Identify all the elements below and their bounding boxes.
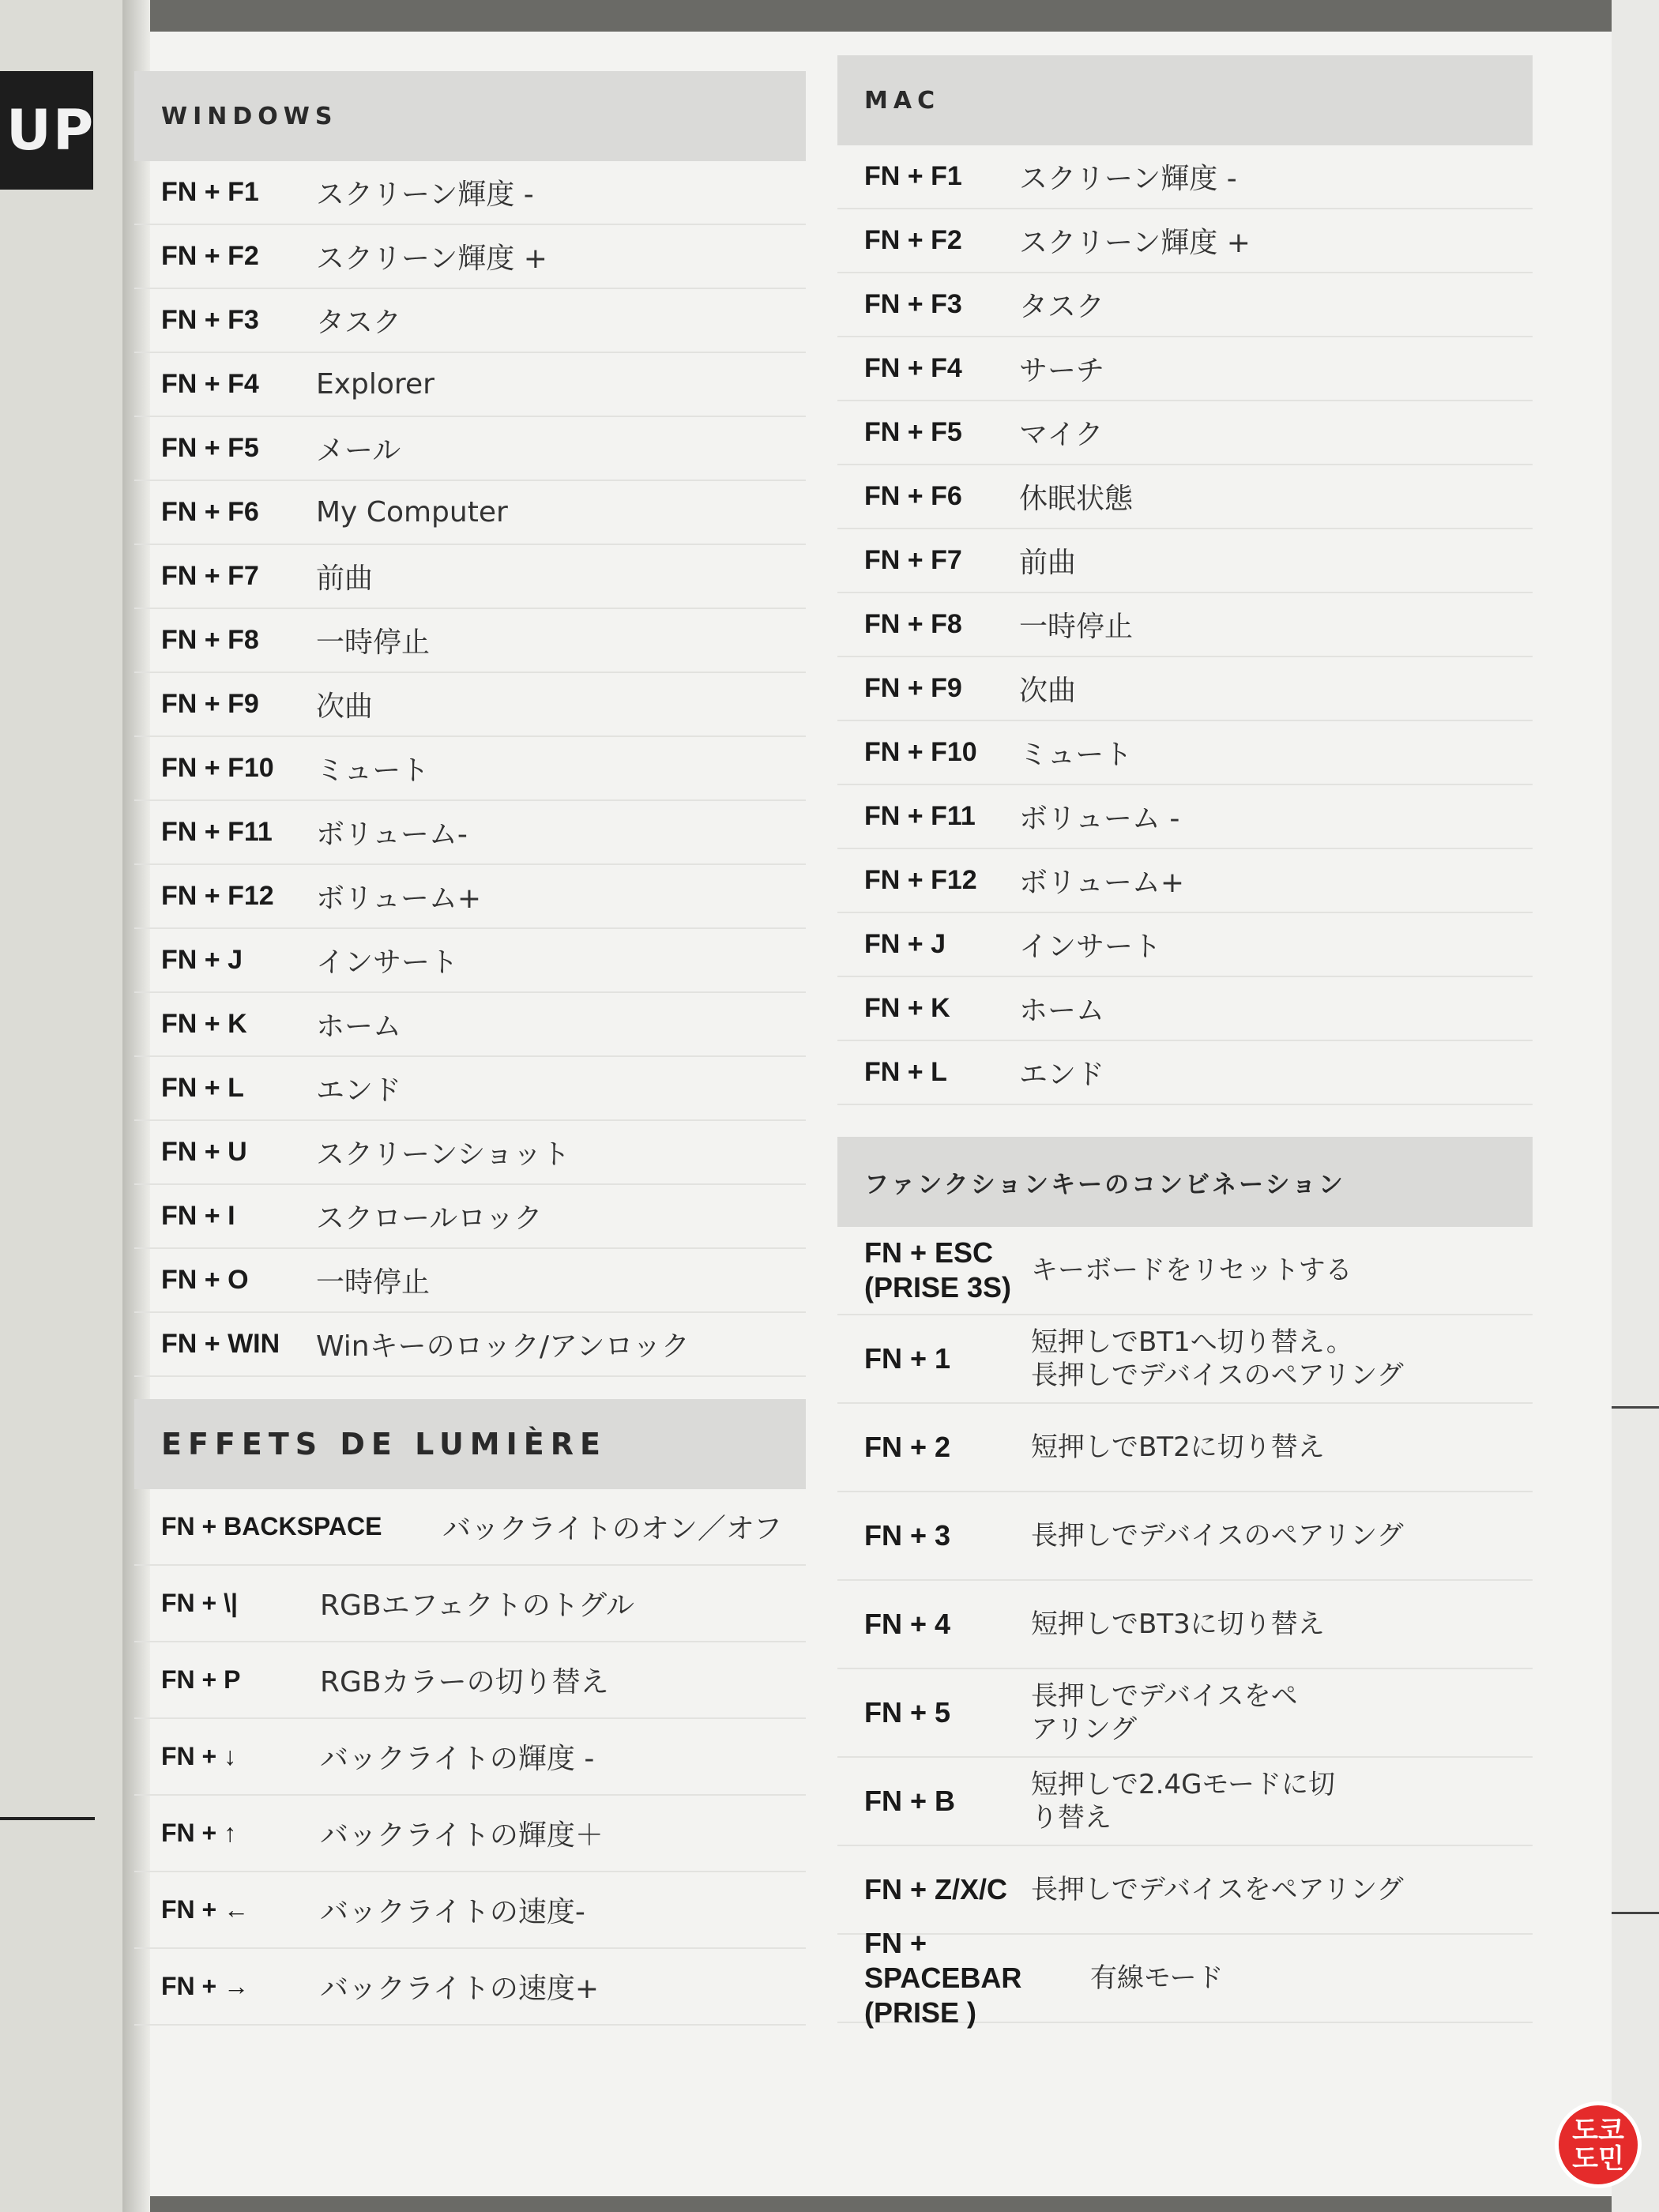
shortcut-key: FN + ← xyxy=(161,1895,250,1924)
shortcut-key: FN + 3 xyxy=(864,1519,951,1552)
shortcut-key: FN + J xyxy=(864,929,946,959)
table-row xyxy=(134,865,806,929)
shortcut-key: FN + F12 xyxy=(864,865,977,895)
shortcut-description: メール xyxy=(316,434,401,467)
table-row xyxy=(837,1846,1533,1935)
shortcut-description: 長押しでデバイスをペ アリング xyxy=(1031,1680,1298,1745)
shortcut-description: 短押しでBT2に切り替え xyxy=(1031,1431,1325,1463)
mac-table xyxy=(837,145,1533,1105)
shortcut-key: FN + 5 xyxy=(864,1696,951,1729)
table-row xyxy=(134,1249,806,1313)
table-row xyxy=(134,161,806,225)
shortcut-description: タスク xyxy=(1019,291,1105,323)
table-row xyxy=(134,1121,806,1185)
shortcut-description: ボリューム+ xyxy=(316,882,482,915)
shortcut-key: FN + 2 xyxy=(864,1431,951,1463)
shortcut-description: 短押しで2.4Gモードに切 り替え xyxy=(1031,1769,1336,1834)
shortcut-description: バックライトの輝度＋ xyxy=(320,1819,604,1852)
divider xyxy=(0,1817,95,1820)
table-row xyxy=(134,673,806,737)
shortcut-key: FN + F7 xyxy=(161,561,259,591)
shortcut-key: FN + U xyxy=(161,1137,247,1167)
table-row xyxy=(134,225,806,289)
table-row xyxy=(134,1719,806,1796)
table-row xyxy=(134,609,806,673)
table-row xyxy=(837,1227,1533,1315)
shortcut-key: FN + ↑ xyxy=(161,1819,237,1847)
table-row xyxy=(134,737,806,801)
shortcut-description: マイク xyxy=(1019,419,1104,451)
shortcut-description: スクリーン輝度 + xyxy=(1019,227,1251,259)
table-row xyxy=(837,337,1533,401)
table-row xyxy=(837,785,1533,849)
table-row xyxy=(837,273,1533,337)
table-row xyxy=(134,1566,806,1642)
shortcut-key: FN + O xyxy=(161,1265,249,1295)
shortcut-key: FN + K xyxy=(864,993,950,1023)
shortcut-key: FN + L xyxy=(864,1057,947,1087)
table-row xyxy=(134,801,806,865)
shortcut-description: ミュート xyxy=(1019,739,1133,771)
shortcut-description: 休眠状態 xyxy=(1019,483,1134,515)
table-row xyxy=(134,1642,806,1719)
table-row xyxy=(837,401,1533,465)
shortcut-description: スクロールロック xyxy=(316,1202,543,1235)
shortcut-key: FN + F11 xyxy=(864,801,976,831)
table-row xyxy=(837,1492,1533,1581)
shortcut-key: FN + F3 xyxy=(161,305,259,335)
shortcut-key: FN + I xyxy=(161,1201,235,1231)
table-row xyxy=(134,929,806,993)
shortcut-key: FN + K xyxy=(161,1009,247,1039)
table-row xyxy=(837,657,1533,721)
table-row xyxy=(134,417,806,481)
table-row xyxy=(837,1581,1533,1669)
table-row xyxy=(134,1489,806,1566)
shortcut-description: 一時停止 xyxy=(1019,611,1134,643)
shortcut-key: FN + B xyxy=(864,1785,956,1817)
shortcut-key: FN + WIN xyxy=(161,1329,280,1359)
shortcut-description: スクリーン輝度 - xyxy=(1019,163,1237,195)
shortcut-description: Winキーのロック/アンロック xyxy=(316,1330,690,1363)
table-row xyxy=(134,289,806,353)
shortcut-key: FN + F1 xyxy=(161,177,259,207)
shortcut-description: エンド xyxy=(1019,1059,1105,1091)
shortcut-key: FN + F6 xyxy=(161,497,259,527)
shortcut-description: 一時停止 xyxy=(316,1266,431,1299)
shortcut-key: FN + 1 xyxy=(864,1342,951,1375)
combo-table xyxy=(837,1227,1533,2029)
divider xyxy=(1612,1912,1659,1914)
table-row xyxy=(837,721,1533,785)
shortcut-description: エンド xyxy=(316,1074,402,1107)
shortcut-key: FN + F11 xyxy=(161,817,273,847)
table-row xyxy=(837,465,1533,529)
shortcut-description: 次曲 xyxy=(1019,675,1077,707)
shortcut-description: インサート xyxy=(316,946,459,979)
table-row xyxy=(134,1185,806,1249)
watermark-logo xyxy=(1555,2101,1642,2188)
shortcut-key: FN + F4 xyxy=(161,369,259,399)
shortcut-key: FN + → xyxy=(161,1972,250,2000)
table-row xyxy=(134,1313,806,1377)
table-row xyxy=(134,545,806,609)
shortcut-description: RGBエフェクトのトグル xyxy=(320,1589,635,1622)
shortcut-key: FN + F9 xyxy=(864,673,962,703)
table-row xyxy=(837,1927,1533,2029)
shortcut-description: 長押しでデバイスのペアリング xyxy=(1031,1520,1404,1552)
right-column xyxy=(837,71,1533,2029)
shortcut-key: FN + \| xyxy=(161,1589,238,1617)
shortcut-description: 一時停止 xyxy=(316,626,431,659)
windows-header: WINDOWS xyxy=(134,71,806,161)
shortcut-description: 短押しでBT1へ切り替え。 長押しでデバイスのペアリング xyxy=(1031,1326,1404,1391)
table-row xyxy=(837,913,1533,977)
shortcut-key: FN + ↓ xyxy=(161,1742,237,1770)
shortcut-description: ボリューム- xyxy=(316,818,468,851)
table-row xyxy=(837,977,1533,1041)
shortcut-key: FN + ESC (PRISE 3S) xyxy=(864,1236,1012,1304)
shortcut-description: キーボードをリセットする xyxy=(1031,1255,1352,1286)
shortcut-key: FN + F8 xyxy=(864,609,962,639)
table-row xyxy=(837,1758,1533,1846)
shortcut-description: ホーム xyxy=(1019,995,1105,1027)
watermark-text: 도코 도민 xyxy=(1572,2115,1624,2175)
windows-table xyxy=(134,161,806,1377)
shortcut-description: タスク xyxy=(316,307,402,339)
shortcut-key: FN + F10 xyxy=(161,753,274,783)
shortcut-description: 短押しでBT3に切り替え xyxy=(1031,1608,1325,1640)
table-row xyxy=(837,1041,1533,1105)
shortcut-key: FN + F12 xyxy=(161,881,274,911)
shortcut-description: バックライトの輝度 - xyxy=(320,1743,595,1775)
left-column xyxy=(134,71,806,2026)
shortcut-description: 長押しでデバイスをペアリング xyxy=(1031,1874,1404,1905)
table-row xyxy=(134,1796,806,1872)
shortcut-description: 前曲 xyxy=(316,562,374,595)
table-row xyxy=(837,593,1533,657)
shortcut-key: FN + F3 xyxy=(864,289,962,319)
previous-page-strip xyxy=(0,0,150,2212)
shortcut-description: ボリューム+ xyxy=(1019,867,1185,899)
shortcut-description: スクリーンショット xyxy=(316,1138,570,1171)
table-row xyxy=(837,1315,1533,1404)
shortcut-description: 次曲 xyxy=(316,690,374,723)
shortcut-key: FN + L xyxy=(161,1073,244,1103)
shortcut-key: FN + F5 xyxy=(864,417,962,447)
section-tab: UP xyxy=(0,71,93,190)
mac-header: MAC xyxy=(837,55,1533,145)
shortcut-description: 前曲 xyxy=(1019,547,1077,579)
shortcut-description: Explorer xyxy=(316,368,434,401)
table-row xyxy=(134,993,806,1057)
shortcut-key: FN + F10 xyxy=(864,737,977,767)
shortcut-key: FN + F5 xyxy=(161,433,259,463)
shortcut-key: FN + BACKSPACE xyxy=(161,1512,382,1540)
shortcut-key: FN + J xyxy=(161,945,243,975)
shortcut-description: My Computer xyxy=(316,496,508,529)
table-row xyxy=(837,145,1533,209)
shortcut-key: FN + Z/X/C xyxy=(864,1873,1008,1905)
shortcut-description: バックライトのオン／オフ xyxy=(442,1513,782,1545)
combo-header: ファンクションキーのコンビネーション xyxy=(837,1137,1533,1227)
shortcut-description: サーチ xyxy=(1019,355,1105,387)
table-row xyxy=(837,209,1533,273)
table-row xyxy=(837,849,1533,913)
shortcut-key: FN + F9 xyxy=(161,689,259,719)
shortcut-key: FN + F2 xyxy=(864,225,962,255)
next-page-edge xyxy=(1612,0,1659,2212)
shortcut-description: インサート xyxy=(1019,931,1162,963)
shortcut-key: FN + SPACEBAR (PRISE ) xyxy=(864,1927,1022,2029)
divider xyxy=(1612,1406,1659,1409)
table-row xyxy=(134,1057,806,1121)
shortcut-key: FN + F2 xyxy=(161,241,259,271)
shortcut-description: バックライトの速度- xyxy=(320,1896,585,1928)
shortcut-key: FN + F1 xyxy=(864,161,962,191)
shortcut-description: バックライトの速度+ xyxy=(320,1973,600,2005)
shortcut-key: FN + F6 xyxy=(864,481,962,511)
table-row xyxy=(134,1949,806,2026)
table-row xyxy=(134,481,806,545)
shortcut-description: スクリーン輝度 + xyxy=(316,243,547,275)
table-row xyxy=(837,529,1533,593)
shortcut-description: ボリューム - xyxy=(1019,803,1180,835)
shortcut-key: FN + F8 xyxy=(161,625,259,655)
shortcut-key: FN + F4 xyxy=(864,353,962,383)
shortcut-key: FN + 4 xyxy=(864,1608,951,1640)
shortcut-key: FN + P xyxy=(161,1665,241,1694)
table-row xyxy=(837,1669,1533,1758)
lumiere-header: EFFETS DE LUMIÈRE xyxy=(134,1399,806,1489)
lumiere-table xyxy=(134,1489,806,2026)
table-row xyxy=(134,1872,806,1949)
shortcut-description: ホーム xyxy=(316,1010,402,1043)
shortcut-description: RGBカラーの切り替え xyxy=(320,1666,609,1698)
shortcut-description: ミュート xyxy=(316,754,430,787)
table-row xyxy=(837,1404,1533,1492)
shortcut-description: スクリーン輝度 - xyxy=(316,179,534,211)
shortcut-description: 有線モード xyxy=(1090,1962,1224,1994)
table-row xyxy=(134,353,806,417)
shortcut-key: FN + F7 xyxy=(864,545,962,575)
